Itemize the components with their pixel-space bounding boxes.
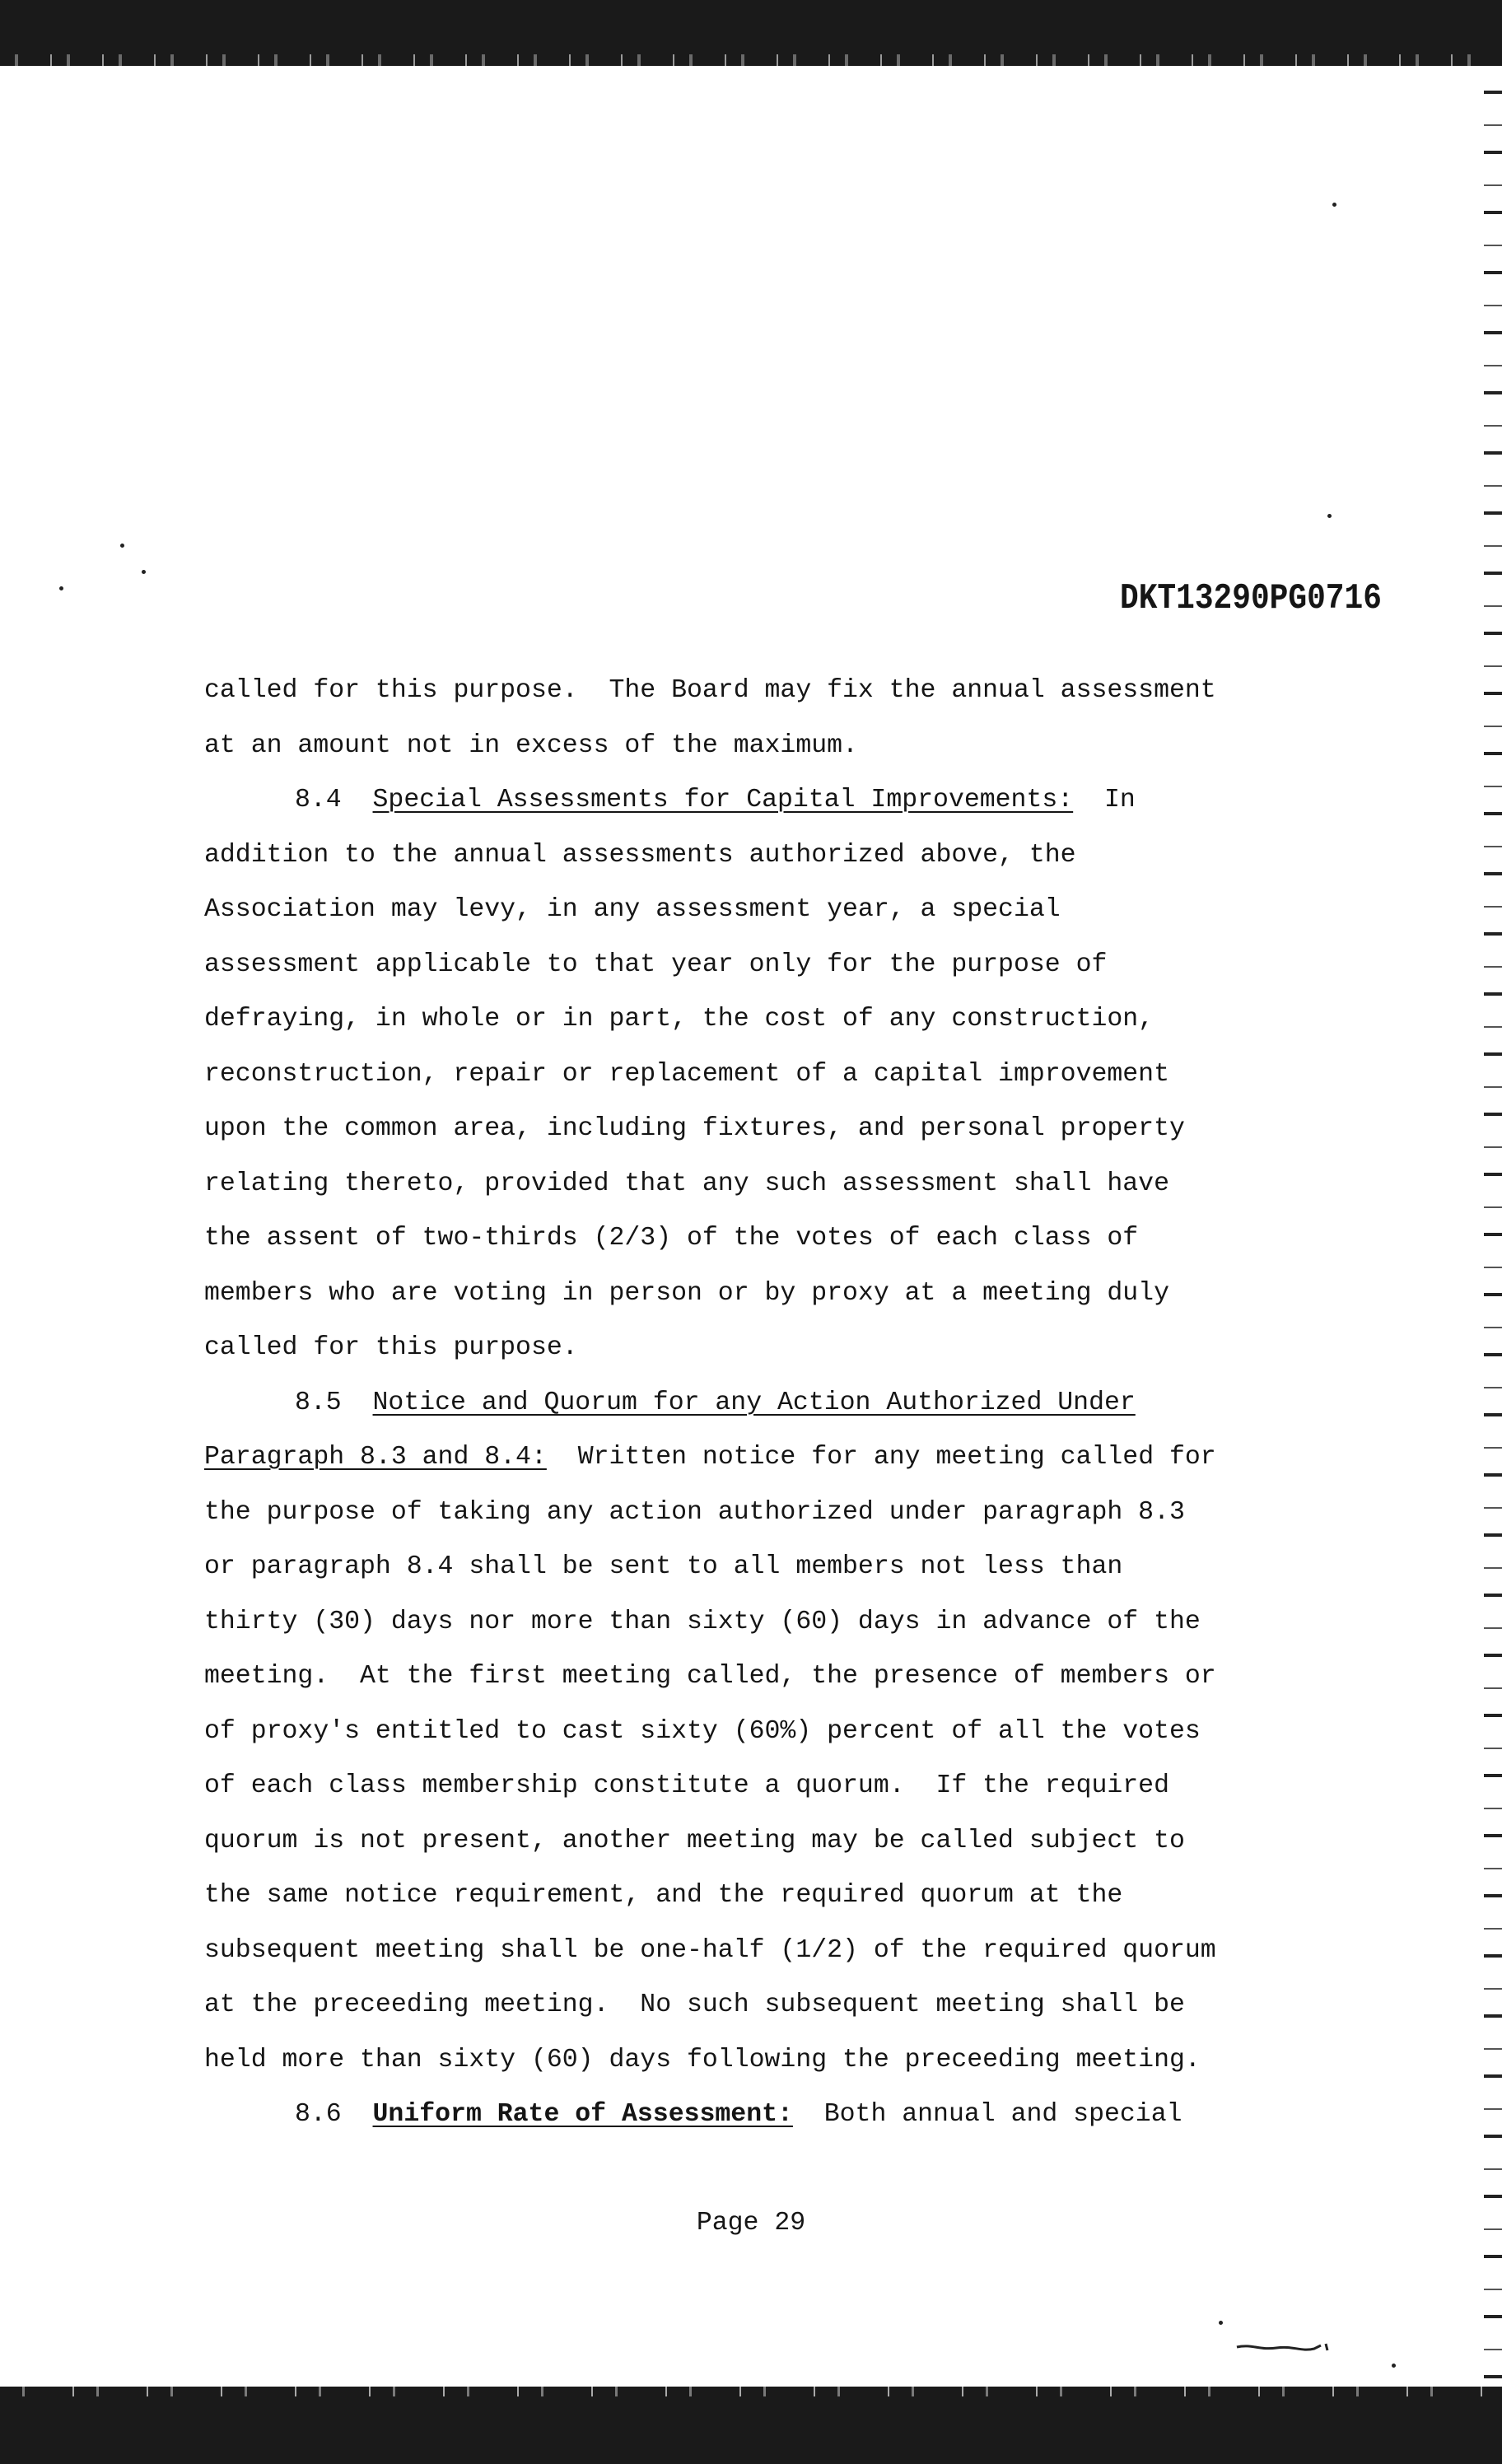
scan-border-top [0, 0, 1502, 66]
text-line: at the preceeding meeting. No such subsequent meeting shall be [204, 1990, 1185, 2019]
text-line: subsequent meeting shall be one-half (1/2) of the required quorum [204, 1935, 1216, 1965]
section-title: Special Assessments for Capital Improvements: [372, 786, 1074, 814]
text-line: defraying, in whole or in part, the cost of any construction, [204, 1005, 1154, 1034]
text-line: at an amount not in excess of the maximum. [204, 730, 858, 760]
text-line: or paragraph 8.4 shall be sent to all members not less than [204, 1552, 1123, 1581]
text-line: called for this purpose. The Board may fix the annual assessment [204, 676, 1216, 705]
text-line: called for this purpose. [204, 1333, 578, 1362]
text-line: thirty (30) days nor more than sixty (60) days in advance of the [204, 1607, 1201, 1636]
page-number: Page 29 [696, 2209, 806, 2238]
section-heading-8-5-cont [204, 1430, 1390, 1486]
section-heading-8-5 [204, 1376, 1390, 1431]
section-title-cont: Paragraph 8.3 and 8.4: [204, 1443, 547, 1472]
text-line: members who are voting in person or by proxy at a meeting duly [204, 1278, 1169, 1308]
scan-speck [1327, 514, 1332, 518]
scan-speck [1332, 203, 1336, 207]
text-line: relating thereto, provided that any such assessment shall have [204, 1169, 1169, 1198]
text-line: of proxy's entitled to cast sixty (60%) percent of all the votes [204, 1716, 1201, 1746]
scan-speck [1392, 2364, 1396, 2368]
scan-speck [59, 586, 63, 590]
text-run: In [1103, 786, 1136, 814]
section-heading-8-6 [204, 2088, 1390, 2143]
text-line: the assent of two-thirds (2/3) of the votes of each class of [204, 1224, 1139, 1253]
scan-border-right [1484, 66, 1502, 2387]
section-heading-8-4 [204, 773, 1390, 828]
text-line: meeting. At the first meeting called, the presence of members or [204, 1662, 1216, 1691]
scan-speck [120, 544, 124, 548]
section-title: Notice and Quorum for any Action Authorized Under [372, 1388, 1136, 1417]
document-body [204, 664, 1390, 2143]
text-run: Both annual and special [823, 2100, 1182, 2129]
scan-border-bottom [0, 2387, 1502, 2464]
text-line: reconstruction, repair or replacement of a capital improvement [204, 1059, 1169, 1089]
document-id-stamp: DKT13290PG0716 [1120, 578, 1382, 619]
section-number: 8.6 [295, 2100, 342, 2129]
scan-speck [1219, 2321, 1223, 2325]
text-line: Association may levy, in any assessment year, a special [204, 895, 1061, 924]
section-title: Uniform Rate of Assessment: [372, 2100, 793, 2129]
text-line: quorum is not present, another meeting may be called subject to [204, 1826, 1185, 1855]
handwritten-mark [1235, 2340, 1334, 2357]
text-line: assessment applicable to that year only for the purpose of [204, 950, 1108, 979]
text-run: Written notice for any meeting called for [577, 1443, 1216, 1472]
text-line: of each class membership constitute a quorum. If the required [204, 1771, 1169, 1800]
text-line: upon the common area, including fixtures, and personal property [204, 1114, 1185, 1143]
text-line: the purpose of taking any action authorized under paragraph 8.3 [204, 1497, 1185, 1527]
text-line: addition to the annual assessments authorized above, the [204, 840, 1076, 870]
section-number: 8.4 [295, 786, 342, 814]
text-line: held more than sixty (60) days following the preceeding meeting. [204, 2045, 1201, 2074]
section-number: 8.5 [295, 1388, 342, 1417]
text-line: the same notice requirement, and the required quorum at the [204, 1881, 1123, 1910]
scan-speck [142, 570, 146, 574]
